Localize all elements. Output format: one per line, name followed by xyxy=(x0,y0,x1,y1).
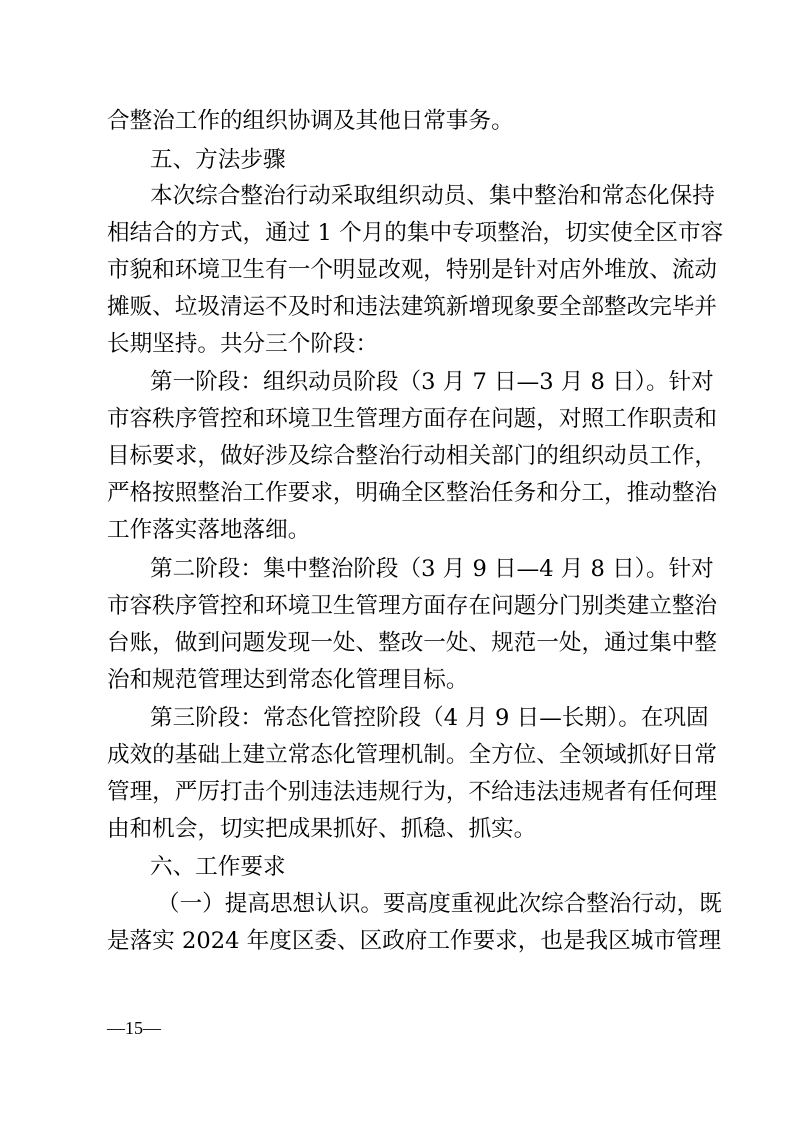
paragraph-line: 是落实 2024 年度区委、区政府工作要求，也是我区城市管理 xyxy=(107,928,722,954)
section-heading: 六、工作要求 xyxy=(150,854,286,880)
paragraph-line: 工作落实落地落细。 xyxy=(107,517,311,543)
paragraph-line: 目标要求，做好涉及综合整治行动相关部门的组织动员工作， xyxy=(107,443,718,469)
page-number: —15— xyxy=(107,1018,161,1038)
paragraph-line: 长期坚持。共分三个阶段： xyxy=(107,331,379,357)
section-heading: 五、方法步骤 xyxy=(150,147,286,173)
paragraph-line: 市貌和环境卫生有一个明显改观，特别是针对店外堆放、流动 xyxy=(107,257,718,283)
paragraph-line: （一）提高思想认识。要高度重视此次综合整治行动，既 xyxy=(157,891,722,917)
paragraph-line: 第三阶段：常态化管控阶段（4 月 9 日—长期）。在巩固 xyxy=(150,705,709,731)
paragraph-line: 治和规范管理达到常态化管理目标。 xyxy=(107,667,469,693)
paragraph-line: 市容秩序管控和环境卫生管理方面存在问题，对照工作职责和 xyxy=(107,406,718,432)
paragraph-line: 合整治工作的组织协调及其他日常事务。 xyxy=(107,108,514,134)
paragraph-line: 成效的基础上建立常态化管理机制。全方位、全领域抓好日常 xyxy=(107,742,718,768)
paragraph-line: 市容秩序管控和环境卫生管理方面存在问题分门别类建立整治 xyxy=(107,593,718,619)
paragraph-line: 第一阶段：组织动员阶段（3 月 7 日—3 月 8 日）。针对 xyxy=(150,369,714,395)
paragraph-line: 台账，做到问题发现一处、整改一处、规范一处，通过集中整 xyxy=(107,630,718,656)
paragraph-line: 管理，严厉打击个别违法违规行为，不给违法违规者有任何理 xyxy=(107,779,718,805)
paragraph-line: 严格按照整治工作要求，明确全区整治任务和分工，推动整治 xyxy=(107,480,718,506)
paragraph-line: 相结合的方式，通过 1 个月的集中专项整治，切实使全区市容 xyxy=(107,220,724,246)
paragraph-line: 第二阶段：集中整治阶段（3 月 9 日—4 月 8 日）。针对 xyxy=(150,556,714,582)
paragraph-line: 由和机会，切实把成果抓好、抓稳、抓实。 xyxy=(107,816,537,842)
paragraph-line: 本次综合整治行动采取组织动员、集中整治和常态化保持 xyxy=(150,183,715,209)
paragraph-line: 摊贩、垃圾清运不及时和违法建筑新增现象要全部整改完毕并 xyxy=(107,294,718,320)
